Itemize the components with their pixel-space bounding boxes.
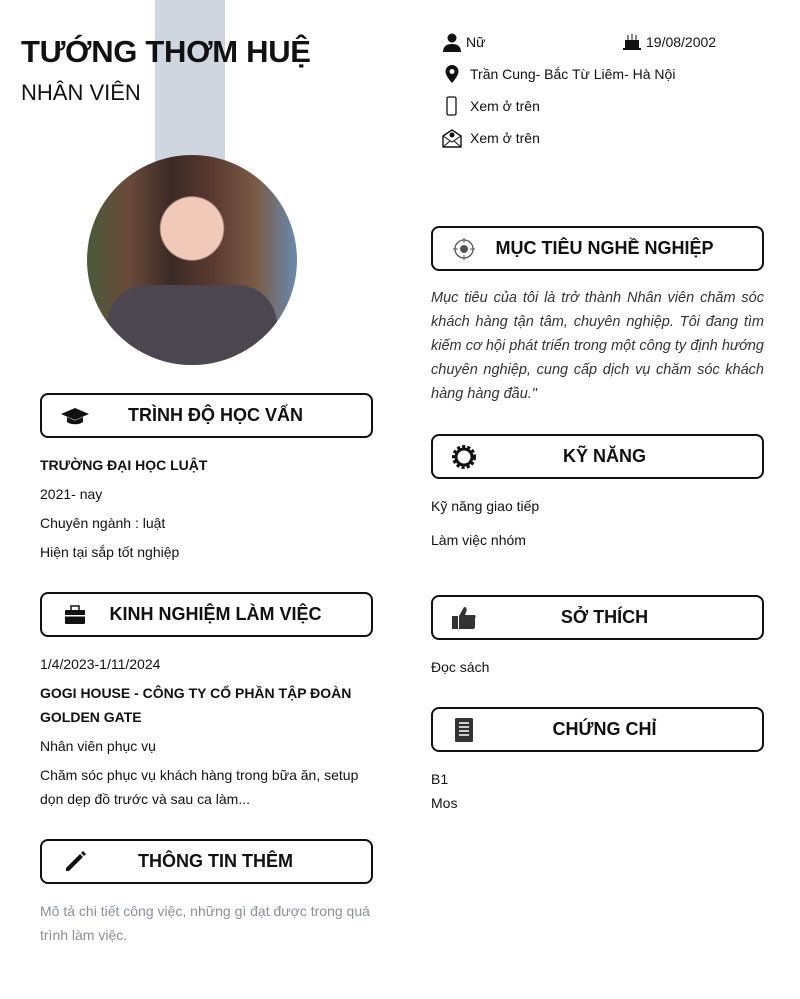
skill-item: Làm việc nhóm [431,532,526,548]
experience-header: KINH NGHIỆM LÀM VIỆC [40,592,373,637]
objective-header: MỤC TIÊU NGHỀ NGHIỆP [431,226,764,271]
candidate-name: TƯỚNG THƠM HUỆ [21,34,311,69]
education-header: TRÌNH ĐỘ HỌC VẤN [40,393,373,438]
location-pin-icon [442,64,462,84]
skill-item: Kỹ năng giao tiếp [431,498,540,514]
certificates-header: CHỨNG CHỈ [431,707,764,752]
decorative-band [155,0,225,165]
target-icon [452,237,476,261]
certificate-item: B1 [431,771,449,787]
cake-icon [622,32,642,52]
extra-info-header: THÔNG TIN THÊM [40,839,373,884]
pencil-icon [62,849,88,875]
experience-content: 1/4/2023-1/11/2024 GOGI HOUSE - CÔNG TY CỔ PHẦN TẬP ĐOÀN GOLDEN GATE Nhân viên phục vụ Chăm sóc phục vụ khách hàng trong bữa ăn, setup dọn dẹp đồ trước và sau ca làm... [40,656,359,807]
hobbies-header: SỞ THÍCH [431,595,764,640]
gender-row: Nữ [442,32,485,52]
skills-header: KỸ NĂNG [431,434,764,479]
thumbs-up-icon [451,606,477,630]
gear-icon [451,444,477,470]
email-icon [442,128,462,148]
education-content: TRƯỜNG ĐẠI HỌC LUẬT 2021- nay Chuyên ngành : luật Hiện tại sắp tốt nghiệp [40,457,208,560]
candidate-role: NHÂN VIÊN [21,80,141,105]
birthday-row: 19/08/2002 [622,32,716,52]
phone-row: Xem ở trên [442,96,540,116]
hobby-item: Đọc sách [431,659,490,675]
avatar [87,155,297,365]
extra-info-text: Mô tả chi tiết công việc, những gì đạt được trong quá trình làm việc. [40,903,370,943]
user-icon [442,32,462,52]
briefcase-icon [64,605,86,625]
address-row: Trần Cung- Bắc Từ Liêm- Hà Nội [442,64,675,84]
email-row: Xem ở trên [442,128,540,148]
objective-text: Mục tiêu của tôi là trở thành Nhân viên chăm sóc khách hàng tận tâm, chuyên nghiệp. Tôi đang tìm kiếm cơ hội phát triển trong một công ty định hướng chuyên nghiệp, cung cấp dịch vụ chăm sóc khách hàng hàng đầu." [431,290,764,402]
graduation-cap-icon [60,406,90,426]
document-icon [453,717,475,743]
phone-icon [442,96,462,116]
certificate-item: Mos [431,795,458,811]
